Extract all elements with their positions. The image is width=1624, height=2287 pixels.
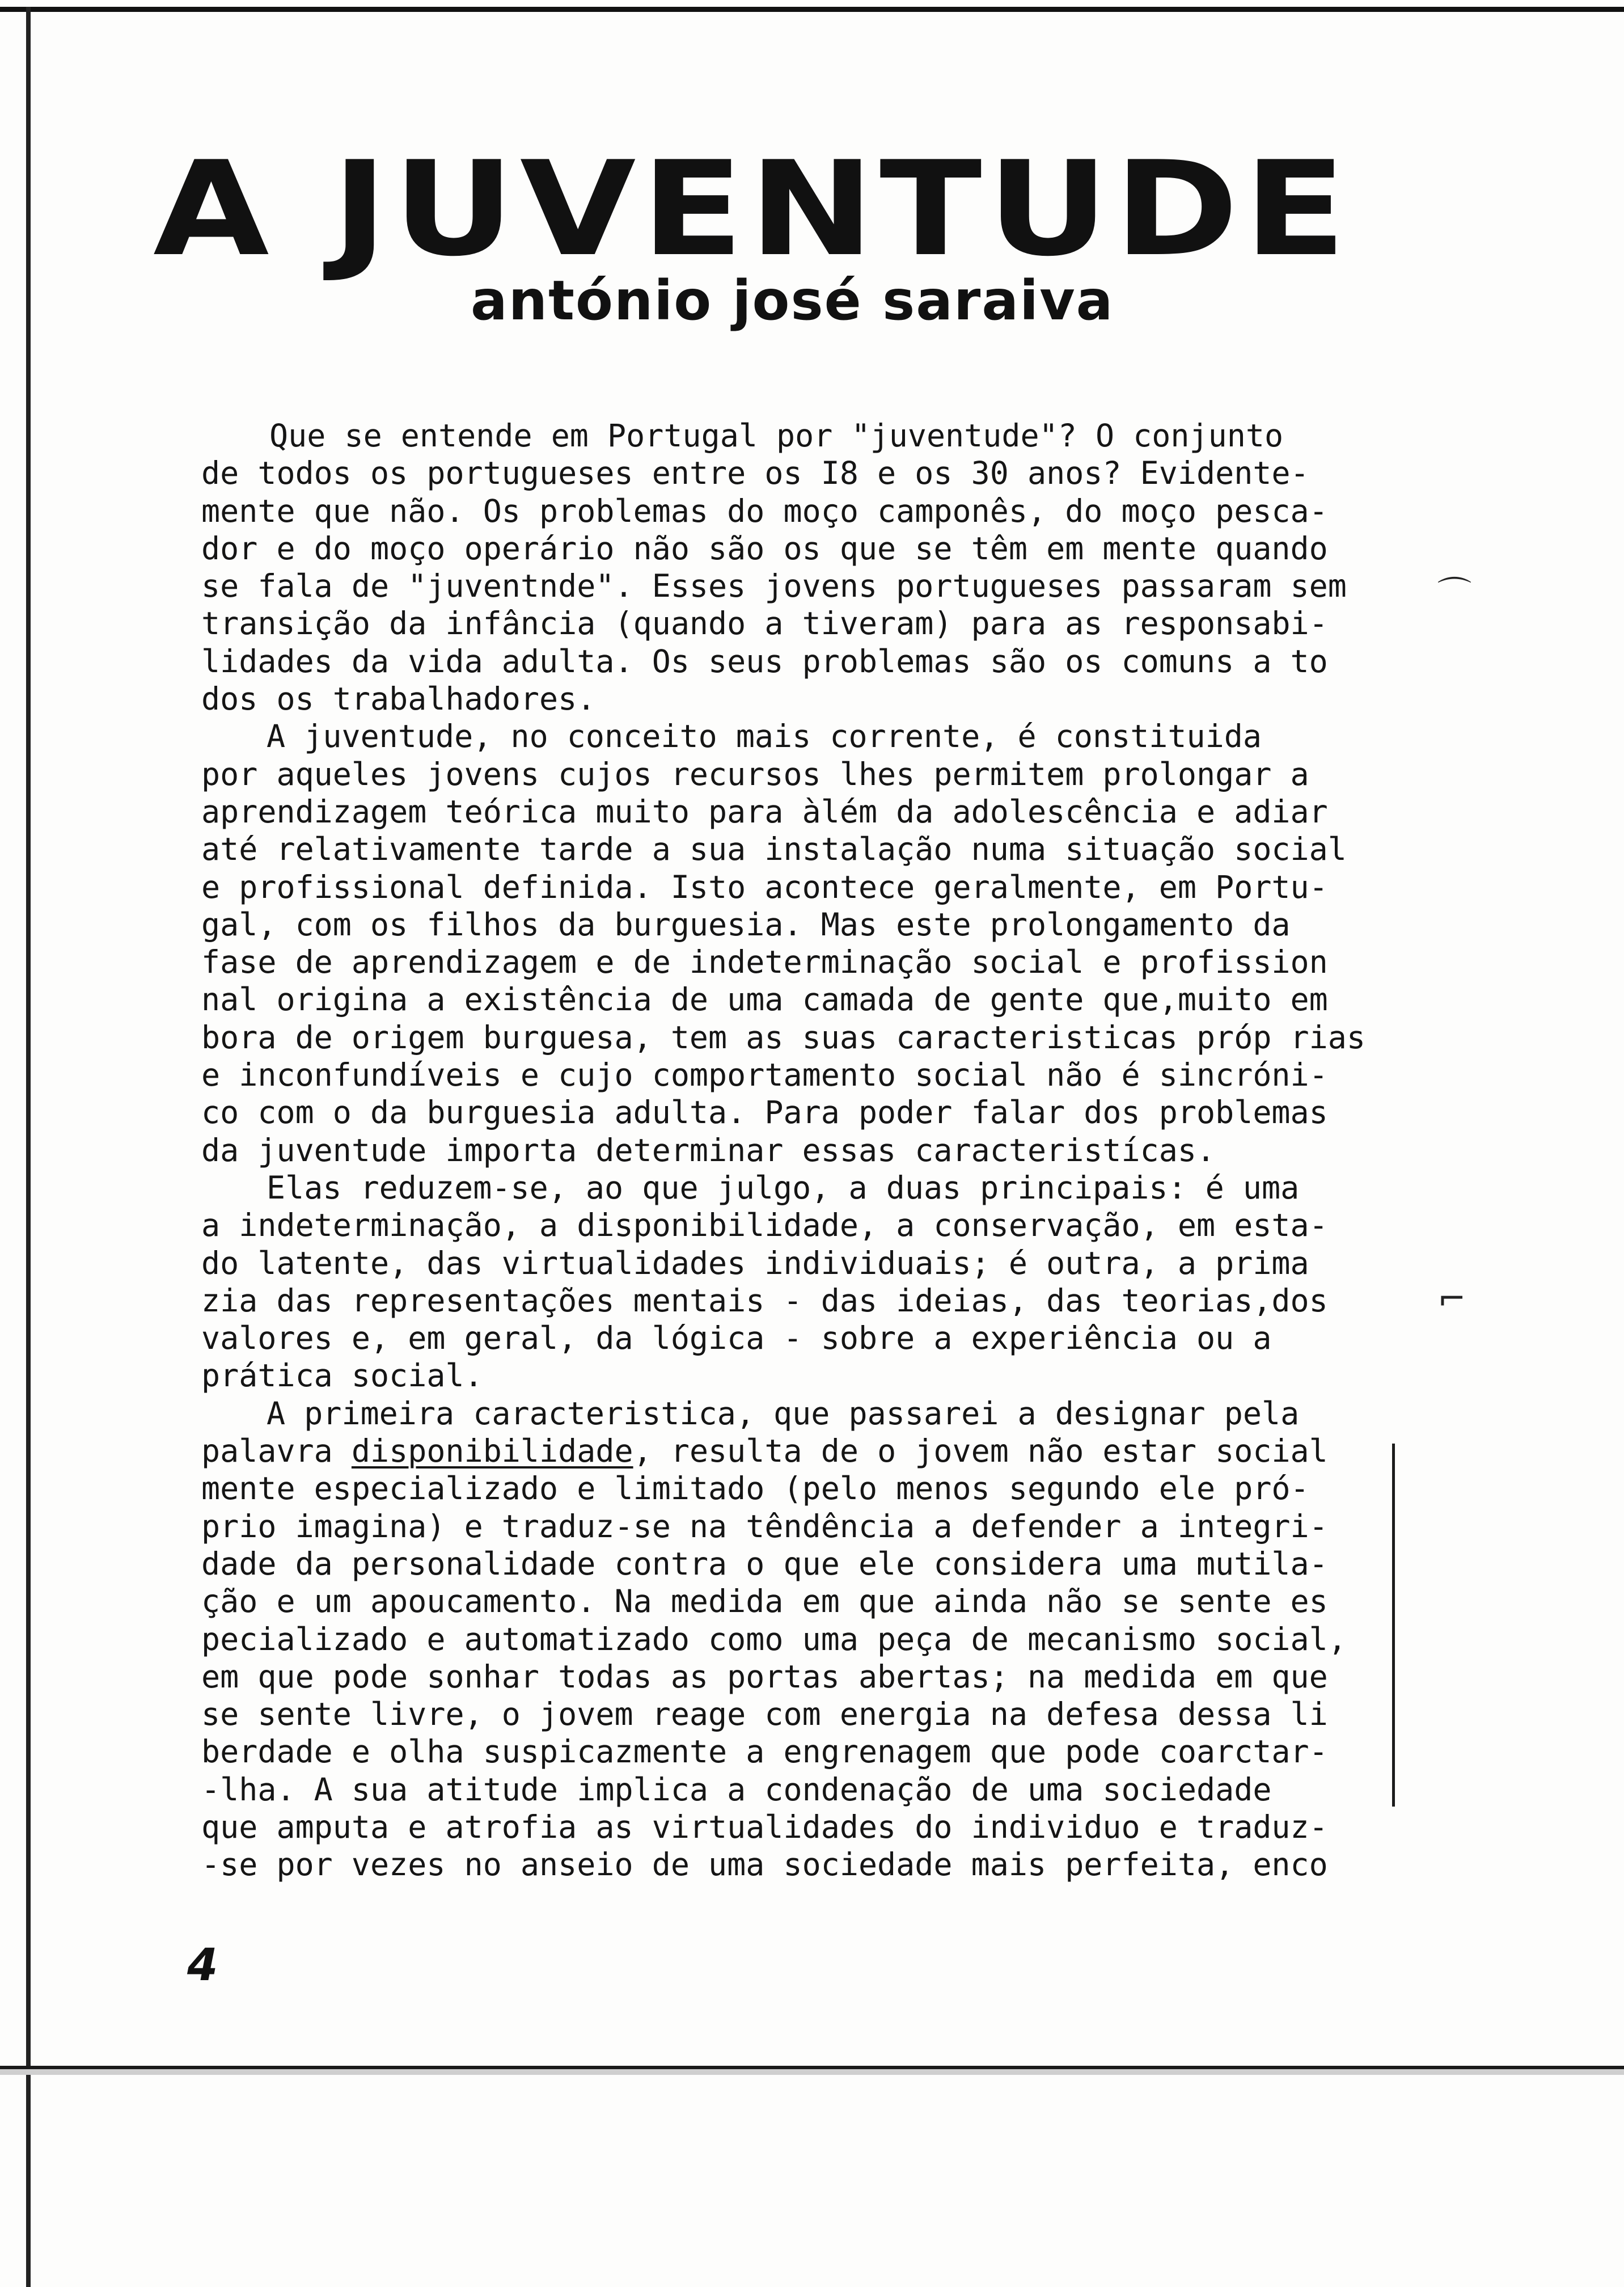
- body-line: até relativamente tarde a sua instalação numa situação social: [201, 831, 1347, 868]
- body-line: berdade e olha suspicazmente a engrenagem que pode coarctar-: [201, 1733, 1328, 1770]
- body-line: gal, com os filhos da burguesia. Mas este prolongamento da: [201, 906, 1291, 943]
- underline-segment: palavra disponibilidade, resulta de o jovem não estar social: [201, 1433, 1328, 1470]
- article-title: A JUVENTUDE: [153, 134, 1352, 285]
- article-body: [201, 417, 1466, 1884]
- body-line: fase de aprendizagem e de indeterminação social e profission: [201, 944, 1328, 981]
- body-line: da juventude importa determinar essas caracteristícas.: [201, 1132, 1216, 1168]
- body-line: ção e um apoucamento. Na medida em que ainda não se sente es: [201, 1583, 1328, 1620]
- body-line: prio imagina) e traduz-se na têndência a defender a integri-: [201, 1508, 1328, 1545]
- body-line: aprendizagem teórica muito para àlém da adolescência e adiar: [201, 793, 1328, 830]
- body-line: em que pode sonhar todas as portas abertas; na medida em que: [201, 1658, 1328, 1695]
- body-line: e inconfundíveis e cujo comportamento social não é sincróni-: [201, 1057, 1328, 1094]
- body-line: valores e, em geral, da lógica - sobre a experiência ou a: [201, 1320, 1272, 1357]
- body-line: se fala de "juventnde". Esses jovens portugueses passaram sem: [201, 568, 1347, 605]
- margin-correction-mark: ⌐: [1437, 1279, 1466, 1319]
- body-line: zia das representações mentais - das ideias, das teorias,dos: [201, 1282, 1328, 1319]
- body-line: a indeterminação, a disponibilidade, a conservação, em esta-: [201, 1207, 1328, 1244]
- body-line: do latente, das virtualidades individuais; é outra, a prima: [201, 1244, 1309, 1281]
- margin-correction-mark: ⌒: [1437, 575, 1471, 614]
- body-line: dor e do moço operário não são os que se têm em mente quando: [201, 530, 1328, 567]
- pen-bracket-mark: [1392, 1444, 1395, 1807]
- body-line: transição da infância (quando a tiveram) para as responsabi-: [201, 605, 1328, 642]
- body-line: A primeira caracteristica, que passarei a designar pela: [267, 1395, 1300, 1432]
- body-line: se sente livre, o jovem reage com energia na defesa dessa li: [201, 1696, 1328, 1733]
- body-line: lidades da vida adulta. Os seus problemas são os comuns a to: [201, 643, 1328, 680]
- body-line: A juventude, no conceito mais corrente, é constituida: [267, 718, 1262, 755]
- body-line: dos os trabalhadores.: [201, 681, 596, 718]
- body-line: e profissional definida. Isto acontece geralmente, em Portu-: [201, 868, 1328, 905]
- body-line: dade da personalidade contra o que ele considera uma mutila-: [201, 1545, 1328, 1582]
- body-line: por aqueles jovens cujos recursos lhes permitem prolongar a: [201, 756, 1309, 792]
- body-line: nal origina a existência de uma camada de gente que,muito em: [201, 981, 1328, 1018]
- left-border-line: [26, 7, 31, 2287]
- body-line-underlined: [201, 1432, 1466, 1470]
- article-author: antónio josé saraiva: [471, 269, 1114, 332]
- body-line: Elas reduzem-se, ao que julgo, a duas principais: é uma: [267, 1169, 1300, 1206]
- scan-fold-shadow: [0, 2069, 1624, 2075]
- body-line: -lha. A sua atitude implica a condenação de uma sociedade: [201, 1771, 1272, 1808]
- top-border-line: [0, 7, 1624, 12]
- body-line: Que se entende em Portugal por "juventude"? O conjunto: [269, 417, 1284, 454]
- body-line: prática social.: [201, 1357, 483, 1394]
- body-line: bora de origem burguesa, tem as suas caracteristicas próp rias: [201, 1019, 1365, 1056]
- page-number: 4: [187, 1940, 218, 1991]
- body-line: mente especializado e limitado (pelo menos segundo ele pró-: [201, 1470, 1309, 1507]
- body-line: pecializado e automatizado como uma peça de mecanismo social,: [201, 1621, 1347, 1657]
- body-line: -se por vezes no anseio de uma sociedade mais perfeita, enco: [201, 1846, 1328, 1883]
- body-line: mente que não. Os problemas do moço camponês, do moço pesca-: [201, 492, 1328, 529]
- body-line: co com o da burguesia adulta. Para poder falar dos problemas: [201, 1094, 1328, 1131]
- body-line: de todos os portugueses entre os I8 e os 30 anos? Evidente-: [201, 455, 1309, 492]
- underlined-word: disponibilidade: [351, 1433, 633, 1470]
- body-line: que amputa e atrofia as virtualidades do individuo e traduz-: [201, 1808, 1328, 1845]
